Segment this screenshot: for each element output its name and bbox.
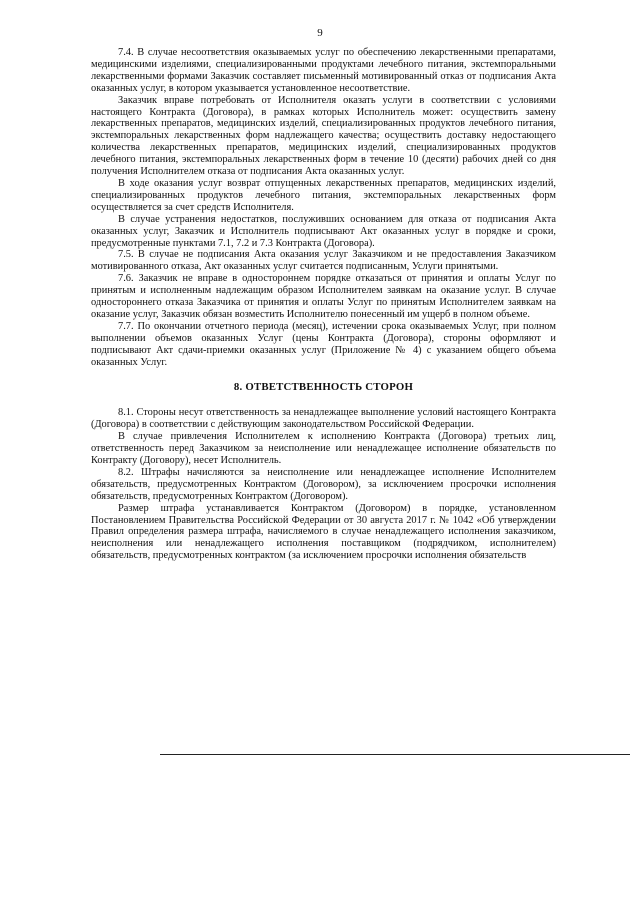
paragraph-7-4: 7.4. В случае несоответствия оказываемых услуг по обеспечению лекарственными препаратами, медицинскими изделиями, специализированными продуктами лечебного питания, экстемпоральными лекарственными формами Заказчик составляет письменный мотивированный отказ от подписания Акта оказанных услуг, в котором указывается установленное несоответствие. (91, 47, 556, 94)
document-body (91, 47, 556, 562)
paragraph-8-1: 8.1. Стороны несут ответственность за ненадлежащее выполнение условий настоящего Контракта (Договора) в соответствии с действующим законодательством Российской Федерации. (91, 407, 556, 431)
paragraph-7-4-return: В ходе оказания услуг возврат отпущенных лекарственных препаратов, медицинских изделий, специализированных продуктов лечебного питания, экстемпоральных лекарственных форм осуществляется за счет средств Исполнителя. (91, 177, 556, 213)
footer-divider (160, 754, 630, 755)
paragraph-8-1-third-parties: В случае привлечения Исполнителем к исполнению Контракта (Договора) третьих лиц, ответственность перед Заказчиком за неисполнение или ненадлежащее исполнение обязательств по Контракту (Договору), несет Исполнитель. (91, 431, 556, 466)
paragraph-7-4-demand: Заказчик вправе потребовать от Исполнителя оказать услуги в соответствии с условиями настоящего Контракта (Договора), в рамках которых Исполнитель может: осуществить замену лекарственных препаратов, медицинских изделий, специализированных продуктов лечебного питания, экстемпоральных лекарственных форм надлежащего качества; осуществить доставку недостающего количества лекарственных препаратов, медицинских изделий, специализированных продуктов лечебного питания, экстемпоральных лекарственных форм в течение 10 (десяти) рабочих дней со дня получения Исполнителем отказа от подписания Акта оказанных услуг. (91, 94, 556, 178)
paragraph-7-6: 7.6. Заказчик не вправе в одностороннем порядке отказаться от принятия и оплаты Услуг по принятым и исполненным надлежащим образом Исполнителем заявкам на оказание услуг. В случае одностороннего отказа Заказчика от принятия и оплаты Услуг по принятым Исполнителем заявкам на оказание услуг, Заказчик обязан возместить Исполнителю понесенный им ущерб в полном объеме. (91, 273, 556, 320)
page-number: 9 (317, 27, 323, 39)
paragraph-7-7: 7.7. По окончании отчетного периода (месяц), истечении срока оказываемых Услуг, при полном выполнении объемов оказанных Услуг (цены Контракта (Договора), стороны оформляют и подписывают Акт сдачи-приемки оказанных услуг (Приложение № 4) с указанием общего объема оказанных Услуг. (91, 320, 556, 368)
paragraph-7-5: 7.5. В случае не подписания Акта оказания услуг Заказчиком и не предоставления Заказчиком мотивированного отказа, Акт оказанных услуг считается подписанным, Услуги принятыми. (91, 249, 556, 273)
section-heading-liability: 8. ОТВЕТСТВЕННОСТЬ СТОРОН (233, 381, 414, 394)
paragraph-8-2-fine-amount: Размер штрафа устанавливается Контрактом (Договором) в порядке, установленном Постановлением Правительства Российской Федерации от 30 августа 2017 г. № 1042 «Об утверждении Правил определения размера штрафа, начисляемого в случае ненадлежащего исполнения заказчиком, неисполнения или ненадлежащего исполнения поставщиком (подрядчиком, исполнителем) обязательств, предусмотренных контрактом (за исключением просрочки исполнения обязательств (91, 502, 556, 562)
paragraph-8-2: 8.2. Штрафы начисляются за неисполнение или ненадлежащее исполнение Исполнителем обязательств, предусмотренных Контрактом (Договором), за исключением просрочки исполнения обязательств, предусмотренных Контрактом (Договором). (91, 466, 556, 502)
paragraph-7-4-defects: В случае устранения недостатков, послуживших основанием для отказа от подписания Акта оказанных услуг, Заказчик и Исполнитель подписывают Акт оказанных услуг в порядке и сроки, предусмотренные пунктами 7.1, 7.2 и 7.3 Контракта (Договора). (91, 213, 556, 249)
